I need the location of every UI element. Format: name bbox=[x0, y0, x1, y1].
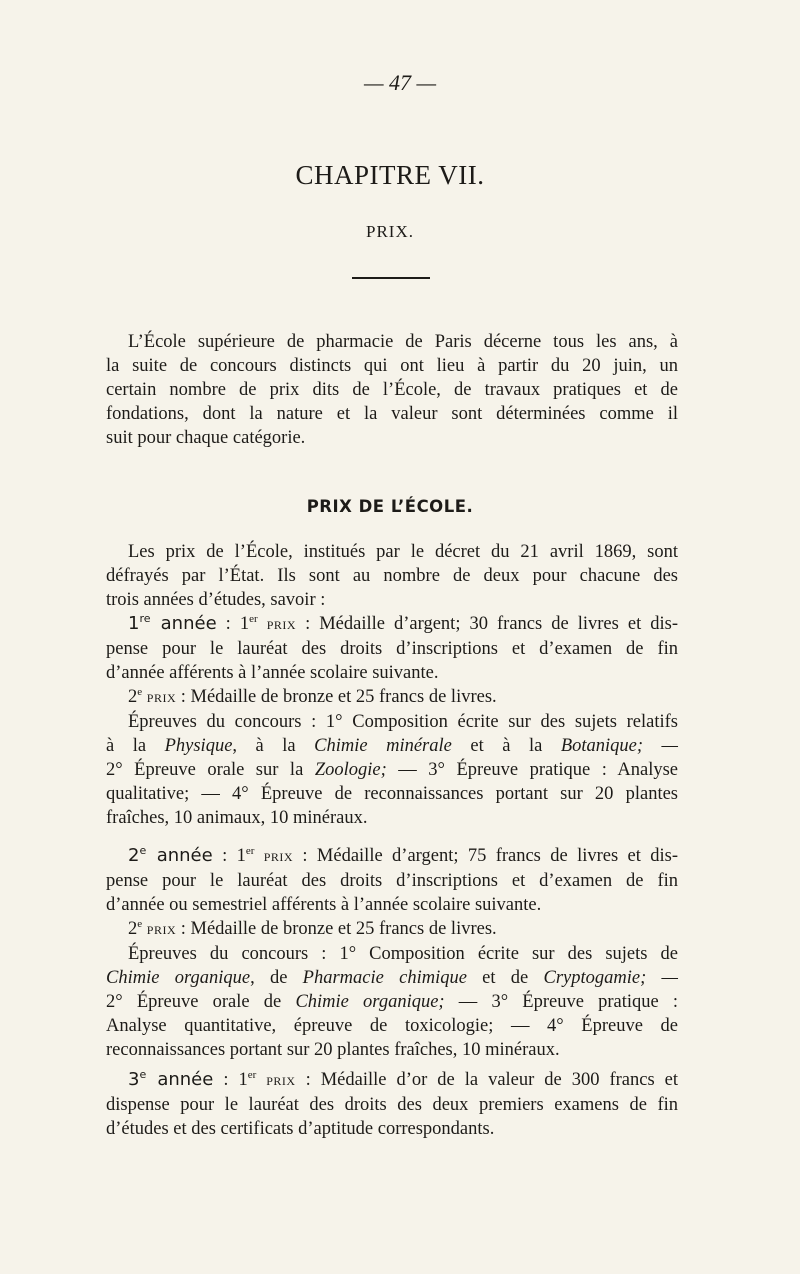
intro-paragraph bbox=[106, 330, 678, 450]
text-line: trois années d’études, savoir : bbox=[106, 590, 326, 610]
section-title: PRIX. bbox=[366, 222, 414, 241]
text-line: d’études et des certificats d’aptitude correspondants. bbox=[106, 1119, 495, 1139]
text-line: dispense pour le lauréat des droits des deux premiers examens de fin bbox=[106, 1095, 678, 1115]
text-line: qualitative; — 4° Épreuve de reconnaissances portant sur 20 plantes bbox=[106, 784, 678, 804]
year-label: 1re année bbox=[128, 612, 217, 634]
text-line: 2° Épreuve orale de Chimie organique; — 3° Épreuve pratique : bbox=[106, 992, 679, 1012]
text-line: d’année ou semestriel afférents à l’année scolaire suivante. bbox=[106, 895, 542, 915]
year-3-block bbox=[106, 1068, 678, 1141]
text-line: fraîches, 10 animaux, 10 minéraux. bbox=[106, 808, 368, 828]
year-label: 2e année bbox=[128, 844, 213, 866]
text-line: reconnaissances portant sur 20 plantes fraîches, 10 minéraux. bbox=[106, 1040, 560, 1060]
year-2-block bbox=[106, 844, 678, 1062]
text-line: Les prix de l’École, institués par le décret du 21 avril 1869, sont bbox=[128, 542, 678, 562]
subheading: PRIX DE L’ÉCOLE. bbox=[306, 497, 474, 516]
title-rule bbox=[352, 277, 430, 279]
text-line: suit pour chaque catégorie. bbox=[106, 428, 306, 448]
year-1-block bbox=[106, 612, 678, 830]
text-line: 2° Épreuve orale sur la Zoologie; — 3° Épreuve pratique : Analyse bbox=[106, 760, 679, 780]
chapter-title: CHAPITRE VII. bbox=[295, 160, 485, 190]
text-line: 2e année : 1er PRIX : Médaille d’argent; 75 francs de livres et dis- bbox=[128, 844, 678, 866]
text-line: 3e année : 1er PRIX : Médaille d’or de la valeur de 300 francs et bbox=[128, 1068, 679, 1090]
text-line: 2e PRIX : Médaille de bronze et 25 francs de livres. bbox=[128, 917, 497, 939]
page-number: — 47 — bbox=[363, 70, 437, 95]
text-line: Analyse quantitative, épreuve de toxicologie; — 4° Épreuve de bbox=[106, 1016, 678, 1036]
text-line: certain nombre de prix dits de l’École, de travaux pratiques et de bbox=[106, 380, 678, 400]
text-line: la suite de concours distincts qui ont lieu à partir du 20 juin, un bbox=[106, 356, 678, 376]
text-line: Chimie organique, de Pharmacie chimique et de Cryptogamie; — bbox=[106, 968, 678, 988]
text-line: L’École supérieure de pharmacie de Paris décerne tous les ans, à bbox=[128, 332, 678, 352]
text-line: 1re année : 1er PRIX : Médaille d’argent; 30 francs de livres et dis- bbox=[128, 612, 678, 634]
text-line: fondations, dont la nature et la valeur sont déterminées comme il bbox=[106, 404, 678, 424]
text-line: d’année afférents à l’année scolaire suivante. bbox=[106, 663, 439, 683]
text-line: 2e PRIX : Médaille de bronze et 25 francs de livres. bbox=[128, 685, 497, 707]
prix-paragraph bbox=[106, 540, 678, 612]
text-line: défrayés par l’État. Ils sont au nombre de deux pour chacune des bbox=[106, 566, 678, 586]
text-line: à la Physique, à la Chimie minérale et à la Botanique; — bbox=[106, 736, 679, 756]
year-label: 3e année bbox=[128, 1068, 214, 1090]
text-line: Épreuves du concours : 1° Composition écrite sur des sujets de bbox=[128, 944, 678, 964]
text-line: pense pour le lauréat des droits d’inscriptions et d’examen de fin bbox=[106, 871, 678, 891]
text-line: pense pour le lauréat des droits d’inscriptions et d’examen de fin bbox=[106, 639, 678, 659]
text-line: Épreuves du concours : 1° Composition écrite sur des sujets relatifs bbox=[128, 712, 678, 732]
